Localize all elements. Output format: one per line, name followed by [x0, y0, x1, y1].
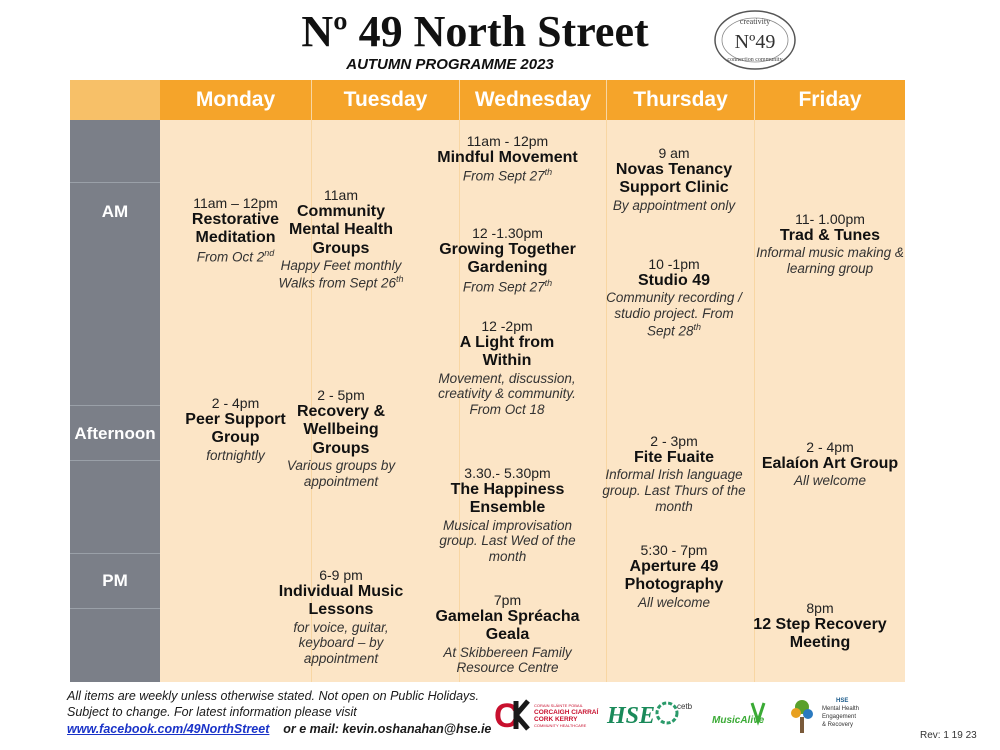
hse-mental-health-logo	[790, 695, 870, 739]
event-individual-music-lessons	[276, 567, 406, 666]
svg-text:CORAIN SLÁINTE POBAIL: CORAIN SLÁINTE POBAIL	[534, 703, 583, 708]
cork-kerry-community-healthcare-logo	[494, 695, 600, 737]
event-time: 11am – 12pm	[193, 195, 278, 211]
event-name: Aperture 49 Photography	[624, 558, 724, 594]
event-name: Restorative Meditation	[191, 211, 280, 247]
day-header-tuesday: Tuesday	[312, 80, 459, 120]
event-name: Gamelan Spréacha Geala	[435, 608, 580, 644]
event-note: fortnightly	[206, 447, 265, 463]
event-time: 12 -1.30pm	[472, 225, 543, 241]
event-trad-and-tunes	[755, 211, 905, 277]
event-name: Peer Support Group	[185, 411, 286, 447]
event-note: Informal Irish language group. Last Thurs of the month	[602, 467, 746, 514]
footer-contact	[67, 721, 491, 737]
svg-text:C: C	[494, 697, 519, 735]
period-divider	[70, 460, 160, 461]
event-time: 7pm	[493, 592, 522, 608]
event-time: 2 - 4pm	[806, 439, 854, 455]
event-time: 10 -1pm	[648, 256, 700, 272]
revision-label: Rev: 1 19 23	[920, 730, 977, 741]
cetb-logo	[655, 695, 697, 733]
day-header-wednesday: Wednesday	[460, 80, 606, 120]
no49-seal-logo	[714, 10, 796, 70]
event-name: Novas Tenancy Support Clinic	[615, 161, 733, 197]
day-header-thursday: Thursday	[607, 80, 754, 120]
svg-text:Mental Health: Mental Health	[822, 706, 860, 712]
event-note: Movement, discussion, creativity & community. From Oct 18	[438, 370, 576, 417]
period-divider	[70, 405, 160, 406]
period-label-afternoon: Afternoon	[74, 424, 156, 443]
event-note: From Oct 2nd	[196, 247, 275, 265]
event-time: 11- 1.00pm	[795, 211, 865, 227]
event-name: Mindful Movement	[437, 149, 578, 167]
event-novas-tenancy-support-clinic	[600, 145, 748, 213]
event-the-happiness-ensemble	[430, 465, 585, 564]
event-note: Various groups by appointment	[286, 458, 396, 489]
event-aperture-49-photography	[600, 542, 748, 610]
column-divider	[754, 80, 755, 682]
event-time: 11am - 12pm	[466, 133, 549, 149]
day-header-monday: Monday	[160, 80, 311, 120]
event-a-light-from-within	[437, 318, 577, 417]
svg-text:COMMUNITY HEALTHCARE: COMMUNITY HEALTHCARE	[534, 723, 587, 728]
svg-text:HSE: HSE	[836, 698, 849, 704]
event-name: Fite Fuaite	[633, 449, 714, 467]
page-title: Nº 49 North Street	[301, 7, 649, 56]
day-header-friday: Friday	[755, 80, 905, 120]
event-note: By appointment only	[612, 197, 736, 213]
event-mindful-movement	[430, 133, 585, 185]
event-note: Musical improvisation group. Last Wed of the month	[439, 517, 576, 564]
event-note: All welcome	[793, 473, 867, 489]
event-note: Informal music making & learning group	[756, 245, 904, 276]
svg-text:Nº49: Nº49	[734, 31, 776, 53]
event-time: 11am	[324, 187, 358, 203]
event-time: 2 - 4pm	[211, 395, 260, 411]
event-name: Community Mental Health Groups	[288, 203, 393, 257]
event-name: Growing Together Gardening	[439, 241, 576, 277]
period-sidebar	[70, 120, 160, 682]
timetable-grid	[70, 80, 905, 682]
event-name: Recovery & Wellbeing Groups	[296, 403, 386, 457]
period-divider	[70, 553, 160, 554]
event-note: From Sept 27th	[462, 277, 553, 295]
music-alive-logo	[712, 695, 774, 733]
svg-text:CORCAIGH CIARRAÍ: CORCAIGH CIARRAÍ	[534, 709, 599, 716]
event-time: 8pm	[806, 600, 834, 616]
event-12-step-recovery-meeting	[740, 600, 900, 653]
footer-line-1: All items are weekly unless otherwise stated. Not open on Public Holidays.	[67, 689, 480, 703]
event-name: A Light from Within	[459, 334, 555, 370]
svg-text:CORK KERRY: CORK KERRY	[534, 716, 578, 723]
svg-text:HSE: HSE	[607, 703, 656, 729]
event-note: From Sept 27th	[462, 167, 553, 184]
hse-logo	[605, 695, 656, 733]
svg-text:creativity: creativity	[739, 17, 771, 26]
event-note: All welcome	[637, 594, 711, 610]
event-time: 12 -2pm	[481, 318, 533, 334]
period-label-am: AM	[101, 202, 129, 221]
event-gamelan-spreacha-geala	[430, 592, 585, 676]
event-studio-49	[600, 256, 748, 339]
event-time: 3.30.- 5.30pm	[464, 465, 551, 481]
svg-text:Engagement: Engagement	[822, 714, 857, 720]
event-note: Community recording / studio project. From Sept 28th	[606, 290, 742, 339]
svg-text:& Recovery: & Recovery	[822, 722, 854, 728]
period-label-pm: PM	[102, 571, 128, 590]
event-recovery-wellbeing-groups	[286, 387, 396, 489]
event-name: Individual Music Lessons	[278, 583, 404, 619]
svg-text:cetb: cetb	[677, 702, 693, 711]
event-ealaion-art-group	[755, 439, 905, 489]
event-time: 6-9 pm	[319, 567, 363, 583]
period-divider	[70, 608, 160, 609]
event-name: The Happiness Ensemble	[450, 481, 565, 517]
event-time: 5:30 - 7pm	[640, 542, 708, 558]
event-note: Happy Feet monthly Walks from Sept 26th	[278, 258, 404, 291]
event-community-mental-health-groups	[276, 187, 406, 291]
event-name: Ealaíon Art Group	[761, 455, 899, 473]
event-note: At Skibbereen Family Resource Centre	[443, 644, 572, 676]
facebook-link[interactable]: www.facebook.com/49NorthStreet	[67, 721, 270, 736]
contact-email: or e mail: kevin.oshanahan@hse.ie	[283, 721, 492, 736]
event-growing-together-gardening	[430, 225, 585, 295]
event-name: Trad & Tunes	[779, 227, 881, 245]
period-divider	[70, 182, 160, 183]
event-note: for voice, guitar, keyboard – by appointment	[293, 619, 389, 666]
event-time: 9 am	[658, 145, 690, 161]
event-time: 2 - 5pm	[317, 387, 365, 403]
event-name: Studio 49	[637, 272, 710, 290]
svg-text:MusicAlive: MusicAlive	[712, 715, 765, 726]
event-name: 12 Step Recovery Meeting	[753, 616, 887, 652]
page-subtitle: AUTUMN PROGRAMME 2023	[346, 56, 554, 73]
header-corner	[70, 80, 160, 120]
svg-text:connection community: connection community	[727, 57, 783, 63]
event-time: 2 - 3pm	[650, 433, 698, 449]
footer-notes	[67, 688, 491, 737]
footer-line-2: Subject to change. For latest information please visit	[67, 705, 357, 720]
event-fite-fuaite	[600, 433, 748, 514]
